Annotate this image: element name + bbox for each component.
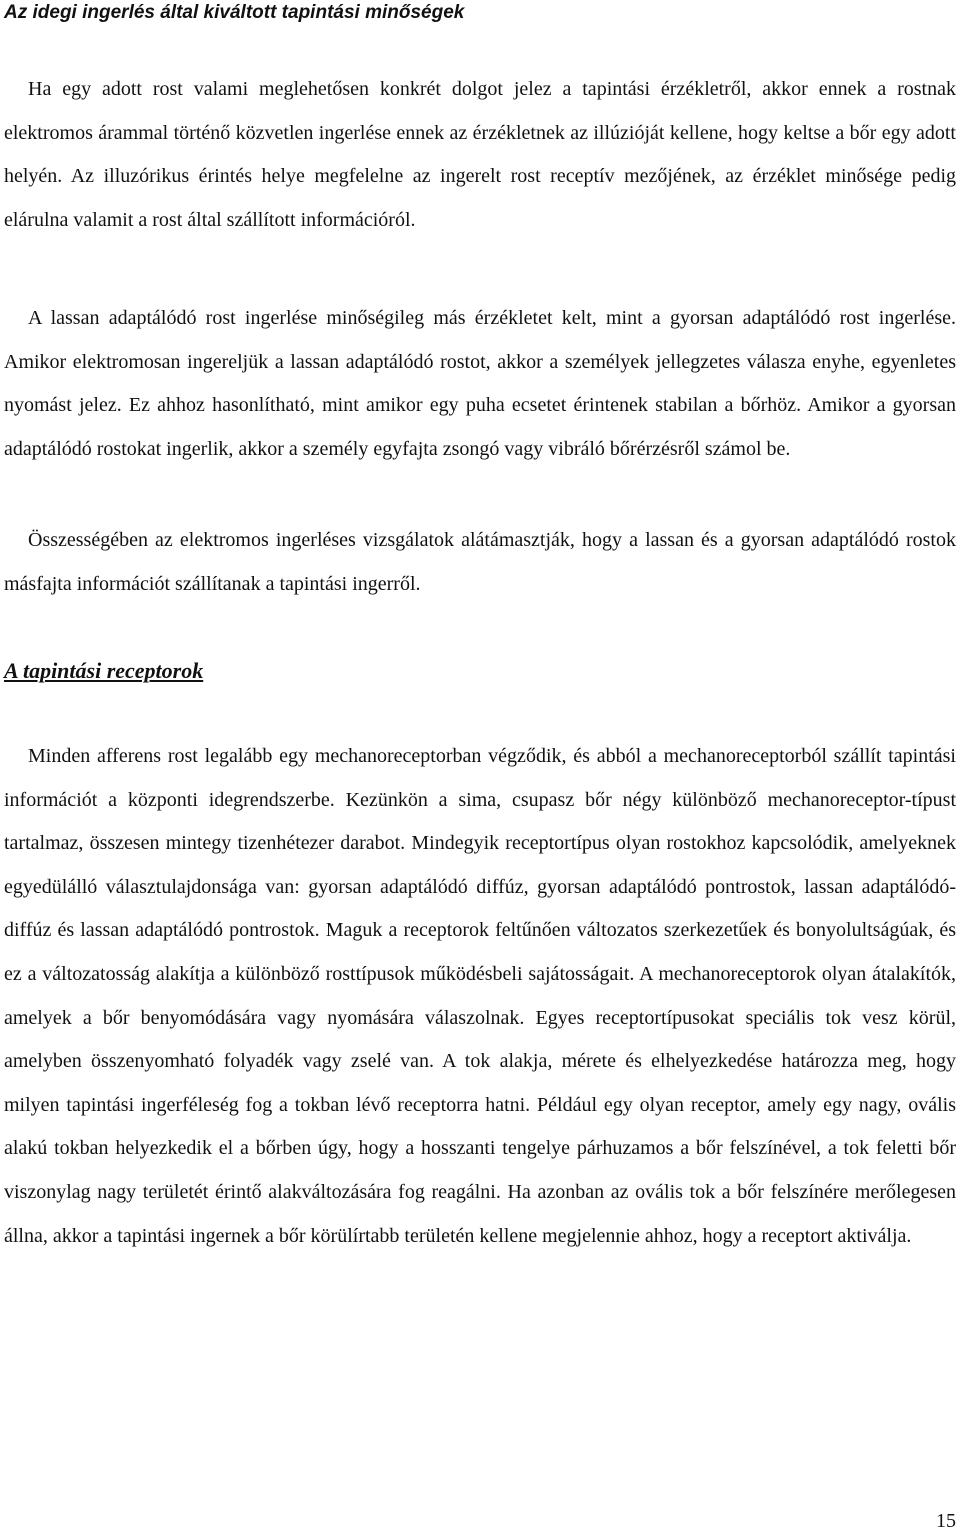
page-number: 15 (936, 1510, 956, 1532)
paragraph-adaptation-fibers: A lassan adaptálódó rost ingerlése minőségileg más érzékletet kelt, mint a gyorsan adaptálódó rost ingerlése. Amikor elektromosan ingereljük a lassan adaptálódó rostot, akkor a személyek jellegzetes válasza enyhe, egyenletes nyomást jelez. Ez ahhoz hasonlítható, mint amikor egy puha ecsetet érintenek stabilan a bőrhöz. Amikor a gyorsan adaptálódó rostokat ingerlik, akkor a személy egyfajta zsongó vagy vibráló bőrérzésről számol be. (4, 307, 956, 460)
paragraph-mechanoreceptors: Minden afferens rost legalább egy mechanoreceptorban végződik, és abból a mechanoreceptorból szállít tapintási információt a központi idegrendszerbe. Kezünkön a sima, csupasz bőr négy különböző mechanoreceptor-típust tartalmaz, összesen mintegy tizenhétezer darabot. Mindegyik receptortípus olyan rostokhoz kapcsolódik, amelyeknek egyedülálló választulajdonsága van: gyorsan adaptálódó diffúz, gyorsan adaptálódó pontrostok, lassan adaptálódó-diffúz és lassan adaptálódó pontrostok. Maguk a receptorok feltűnően változatos szerkezetűek és bonyolultságúak, és ez a változatosság alakítja a különböző rosttípusok működésbeli sajátosságait. A mechanoreceptorok olyan átalakítók, amelyek a bőr benyomódására vagy nyomására válaszolnak. Egyes receptortípusokat speciális tok vesz körül, amelyben összenyomható folyadék vagy zselé van. A tok alakja, mérete és elhelyezkedése határozza meg, hogy milyen tapintási ingerféleség fog a tokban lévő receptorra hatni. Például egy olyan receptor, amely egy nagy, ovális alakú tokban helyezkedik el a bőrben úgy, hogy a hosszanti tengelye párhuzamos a bőr felszínével, a tok feletti bőr viszonylag nagy területét érintő alakváltozására fog reagálni. Ha azonban az ovális tok a bőr felszínére merőlegesen állna, akkor a tapintási ingernek a bőr körülírtabb területén kellene megjelennie ahhoz, hogy a receptort aktiválja. (4, 745, 956, 1247)
paragraph-electrical-stimulation: Ha egy adott rost valami meglehetősen konkrét dolgot jelez a tapintási érzékletről, akkor ennek a rostnak elektromos árammal történő közvetlen ingerlése ennek az érzékletnek az illúzióját kellene, hogy keltse a bőr egy adott helyén. Az illuzórikus érintés helye megfelelne az ingerelt rost receptív mezőjének, az érzéklet minősége pedig elárulna valamit a rost által szállított információról. (4, 78, 956, 231)
paragraph-summary: Összességében az elektromos ingerléses vizsgálatok alátámasztják, hogy a lassan és a gyorsan adaptálódó rostok másfajta információt szállítanak a tapintási ingerről. (4, 529, 956, 595)
section-title-tactile-qualities: Az idegi ingerlés által kiváltott tapintási minőségek (4, 2, 465, 23)
section-title-tactile-receptors: A tapintási receptorok (4, 658, 204, 683)
